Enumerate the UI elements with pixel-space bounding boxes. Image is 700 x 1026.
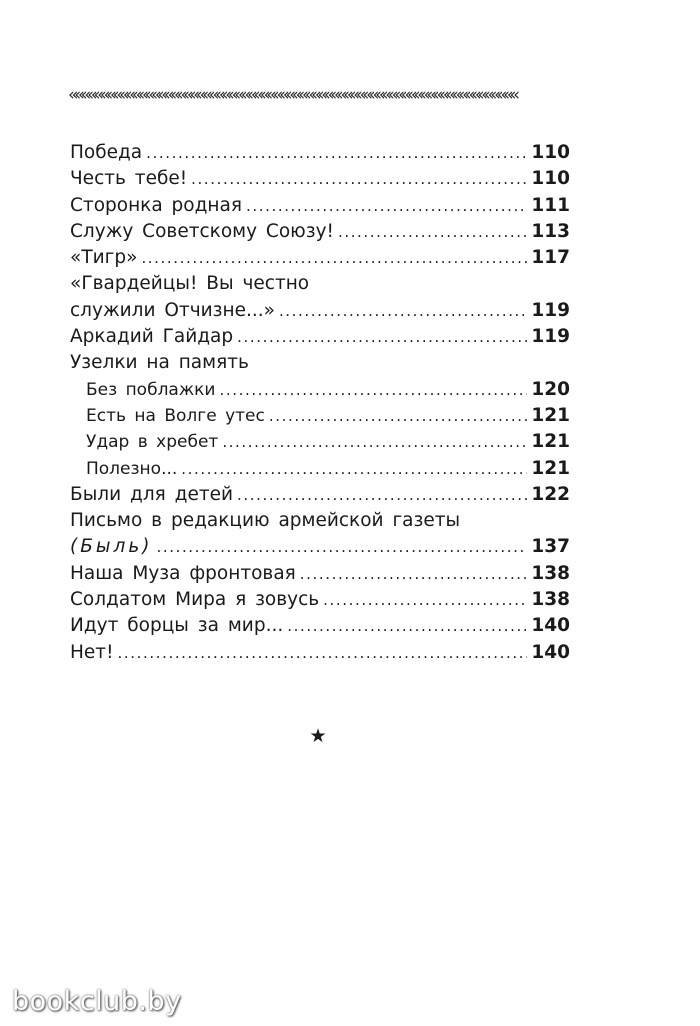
toc-entry-title: «Гвардейцы! Вы честно: [70, 273, 310, 295]
leader-dots: [300, 561, 528, 587]
leader-dots: [269, 403, 528, 429]
toc-subentry: [70, 429, 570, 455]
toc-entry-page: 140: [531, 615, 570, 637]
toc-entry: [70, 613, 570, 639]
table-of-contents: [70, 140, 570, 666]
leader-dots: [338, 219, 527, 245]
toc-entry-title: Аркадий Гайдар: [70, 326, 234, 348]
leader-dots: [118, 640, 528, 666]
toc-entry-title: Нет!: [70, 641, 114, 663]
toc-entry-page: 138: [531, 562, 570, 584]
toc-entry-title: Честь тебе!: [70, 168, 188, 190]
toc-entry-title: служили Отчизне...»: [70, 299, 275, 321]
toc-entry-title: Есть на Волге утес: [86, 405, 265, 426]
leader-dots: [246, 193, 527, 219]
leader-dots: [323, 587, 527, 613]
toc-entry-title: Идут борцы за мир...: [70, 615, 284, 637]
toc-section-heading: [70, 350, 570, 376]
toc-entry-title: Были для детей: [70, 483, 234, 505]
toc-entry-page: 121: [531, 404, 570, 426]
leader-dots: [191, 166, 527, 192]
toc-subentry: [70, 377, 570, 403]
toc-entry-page: 111: [531, 194, 570, 216]
toc-entry-page: 121: [531, 431, 570, 453]
toc-entry-page: 140: [531, 641, 570, 663]
toc-entry-title: Победа: [70, 142, 143, 163]
leader-dots: [141, 245, 527, 271]
toc-entry-title: Наша Муза фронтовая: [70, 562, 296, 584]
toc-entry-page: 119: [531, 326, 570, 348]
leader-dots: [219, 377, 527, 403]
leader-dots: [287, 613, 527, 639]
decorative-ornament-border: ««««««««««««««««««««««««««««««««««««««««««««««««««««««««««««««««««««««: [68, 86, 517, 104]
watermark: bookclub.by: [12, 986, 182, 1017]
leader-dots: [156, 534, 527, 560]
toc-entry-title: Узелки на память: [70, 352, 249, 374]
toc-entry: [70, 166, 570, 192]
toc-entry: [70, 219, 570, 245]
toc-entry: [70, 140, 570, 166]
toc-subentry: [70, 456, 570, 482]
toc-entry-title: Сторонка родная: [70, 194, 242, 216]
toc-entry-first-line: [70, 271, 570, 297]
leader-dots: [146, 140, 527, 166]
toc-entry-page: 119: [531, 299, 570, 321]
toc-entry: [70, 245, 570, 271]
toc-entry-page: 117: [531, 247, 570, 269]
toc-entry-first-line: [70, 508, 570, 534]
toc-entry: [70, 482, 570, 508]
toc-entry-title: «Тигр»: [70, 247, 138, 269]
toc-entry-page: 121: [531, 457, 570, 479]
toc-entry-title: Без поблажки: [86, 379, 216, 400]
toc-entry: [70, 324, 570, 350]
toc-entry: [70, 298, 570, 324]
toc-entry-title: Полезно...: [86, 458, 178, 479]
leader-dots: [222, 429, 527, 455]
toc-entry-page: 122: [531, 483, 570, 505]
star-icon: ★: [309, 725, 327, 747]
toc-entry: [70, 193, 570, 219]
toc-entry: [70, 640, 570, 666]
toc-entry-title: Удар в хребет: [86, 432, 219, 453]
leader-dots: [237, 324, 527, 350]
toc-entry-page: 110: [531, 142, 570, 163]
toc-entry-page: 138: [531, 589, 570, 611]
leader-dots: [279, 298, 527, 324]
toc-entry-page: 113: [531, 220, 570, 242]
toc-entry-title: Письмо в редакцию армейской газеты: [70, 510, 461, 532]
toc-entry-title: (Быль): [70, 536, 153, 558]
leader-dots: [181, 456, 527, 482]
toc-entry-page: 110: [531, 168, 570, 190]
toc-subentry: [70, 403, 570, 429]
leader-dots: [237, 482, 527, 508]
toc-entry: [70, 561, 570, 587]
toc-entry: [70, 534, 570, 560]
toc-entry-title: Служу Советскому Союзу!: [70, 220, 334, 242]
toc-entry-page: 137: [531, 536, 570, 558]
toc-entry-title: Солдатом Мира я зовусь: [70, 589, 320, 611]
toc-entry: [70, 587, 570, 613]
toc-entry-page: 120: [531, 378, 570, 400]
